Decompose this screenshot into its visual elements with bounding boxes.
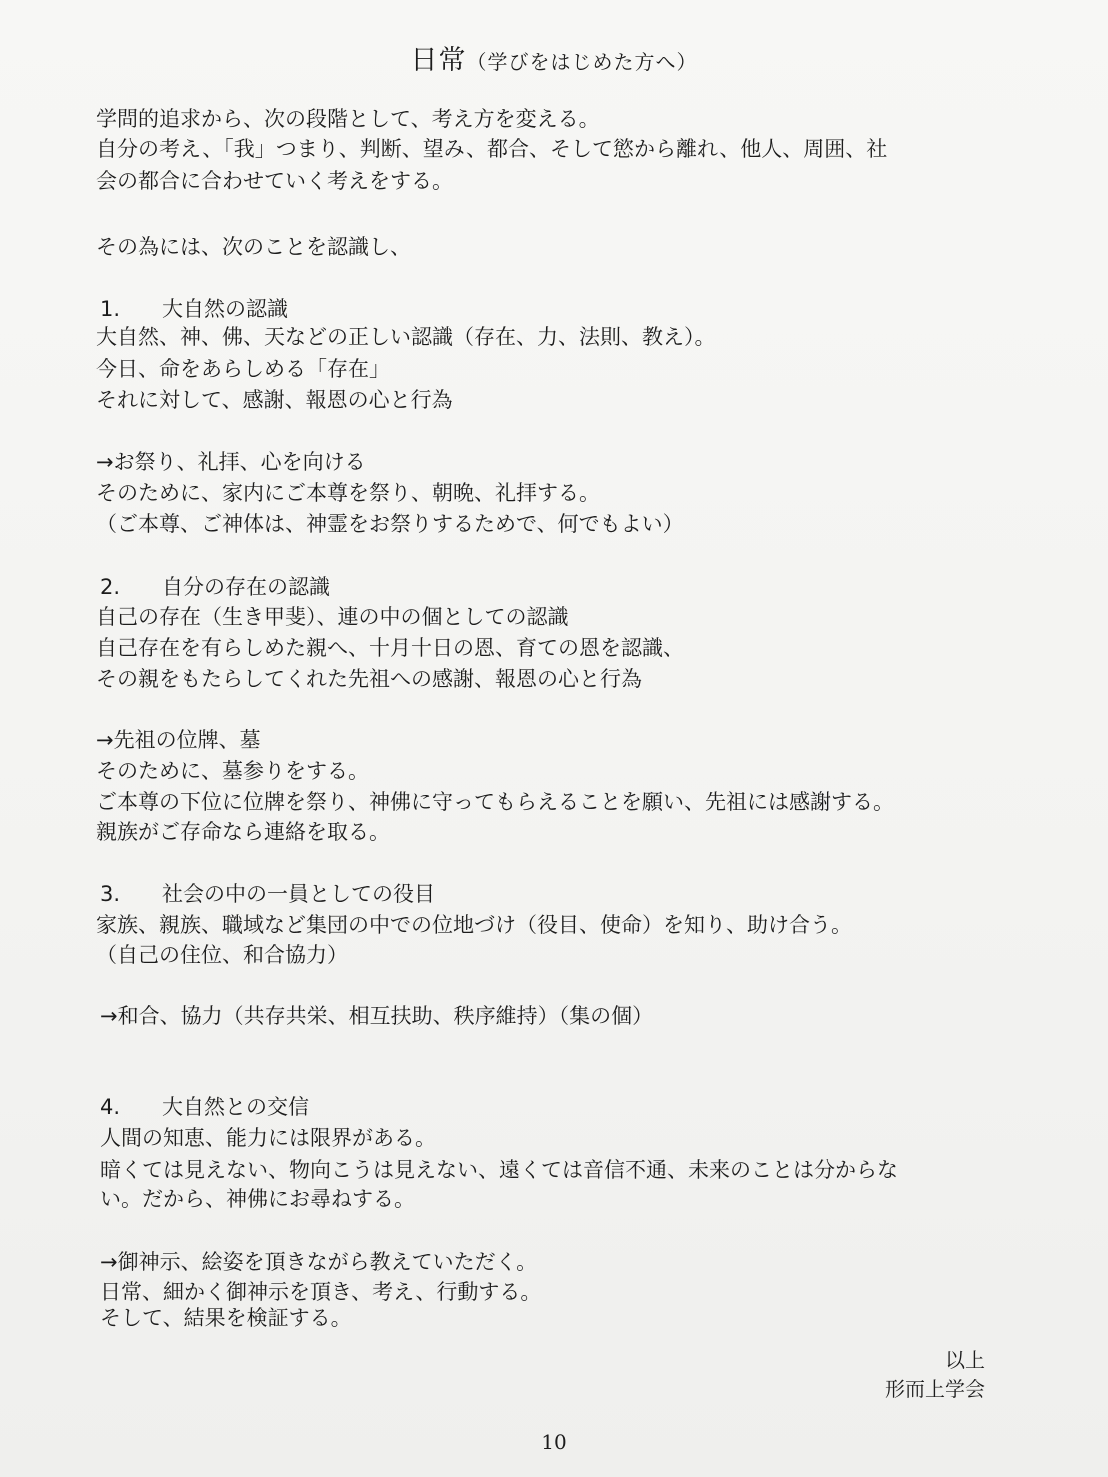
page-number: 10 [541,1430,567,1454]
section-line: 自己の存在（生き甲斐）、連の中の個としての認識 [96,605,569,629]
section-arrow-line: そのために、家内にご本尊を祭り、朝晩、礼拝する。 [96,481,600,505]
section-line: 人間の知恵、能力には限界がある。 [100,1126,436,1150]
section-heading-text: 大自然の認識 [162,297,288,321]
section-line: 自己存在を有らしめた親へ、十月十日の恩、育ての恩を認識、 [96,636,684,660]
title-main: 日常 [410,45,467,76]
intro-line: 自分の考え、「我」つまり、判断、望み、都合、そして慾から離れ、他人、周囲、社 [96,137,888,161]
section-number: 2. [100,575,121,599]
section-arrow-line: 親族がご存命なら連絡を取る。 [96,820,390,844]
author-name: 形而上学会 [885,1377,985,1401]
section-line: その親をもたらしてくれた先祖への感謝、報恩の心と行為 [96,667,642,691]
section-arrow-line: →和合、協力（共存共栄、相互扶助、秩序維持）（集の個） [100,1004,654,1028]
intro-line: 会の都合に合わせていく考えをする。 [96,169,453,193]
section-line: 暗くては見えない、物向こうは見えない、遠くては音信不通、未来のことは分からな [100,1158,898,1182]
section-heading-text: 社会の中の一員としての役目 [162,882,435,906]
section-line: 大自然、神、佛、天などの正しい認識（存在、力、法則、教え）。 [96,325,716,349]
page-title [0,38,1108,77]
section-arrow-line: →先祖の位牌、墓 [96,728,261,752]
section-heading-text: 大自然との交信 [162,1095,309,1119]
section-arrow-line: そして、結果を検証する。 [100,1306,352,1330]
section-arrow-line: （ご本尊、ご神体は、神霊をお祭りするためで、何でもよい） [96,512,684,536]
title-subtitle: （学びをはじめた方へ） [466,50,698,74]
section-number: 3. [100,882,121,906]
section-heading [100,879,435,909]
section-heading [100,572,330,602]
section-arrow-line: ご本尊の下位に位牌を祭り、神佛に守ってもらえることを願い、先祖には感謝する。 [96,790,894,814]
section-heading-text: 自分の存在の認識 [162,575,330,599]
section-arrow-line: そのために、墓参りをする。 [96,759,369,783]
section-arrow-line: →お祭り、礼拝、心を向ける [96,450,366,474]
section-number: 4. [100,1095,121,1119]
section-line: （自己の住位、和合協力） [96,943,348,967]
section-line: それに対して、感謝、報恩の心と行為 [96,388,453,412]
section-heading [100,1092,309,1122]
intro-line: 学問的追求から、次の段階として、考え方を変える。 [96,107,600,131]
section-line: 家族、親族、職域など集団の中での位地づけ（役目、使命）を知り、助け合う。 [96,913,852,937]
section-arrow-line: →御神示、絵姿を頂きながら教えていただく。 [100,1250,538,1274]
section-number: 1. [100,297,121,321]
lead-line: その為には、次のことを認識し、 [96,235,411,259]
section-arrow-line: 日常、細かく御神示を頂き、考え、行動する。 [100,1280,542,1304]
closing-text: 以上 [945,1348,985,1372]
section-line: い。だから、神佛にお尋ねする。 [100,1187,415,1211]
section-heading [100,294,288,324]
section-line: 今日、命をあらしめる「存在」 [96,357,390,381]
